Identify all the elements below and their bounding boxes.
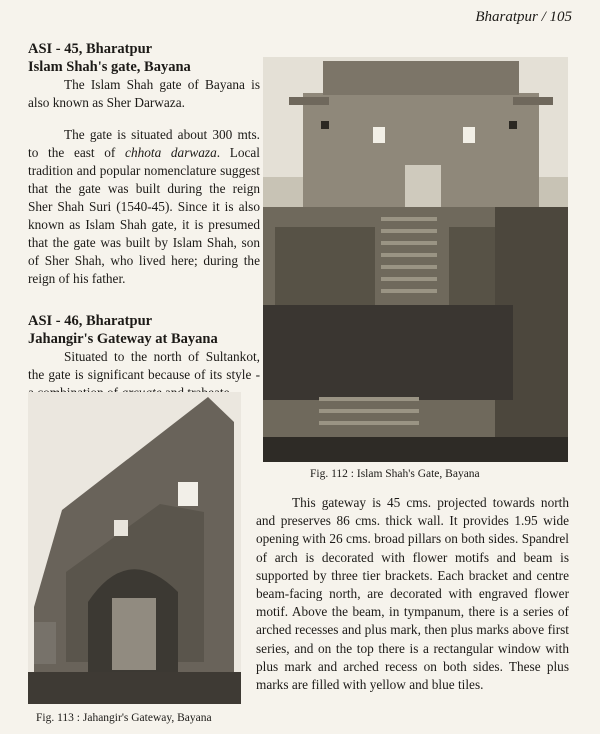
asi46-title-line1: ASI - 46, Bharatpur — [28, 313, 153, 329]
right-column — [256, 494, 569, 694]
asi45-para2-text-b: . Local tradition and popular nomenclature suggest that the gate was built during the reign Sher Shah Suri (1540-45). Since it is also known as Islam Shah gate, it is presumed that the gate was built by Islam Shah, son of Sher Shah, who lived here; during the reign of his father. — [28, 145, 261, 286]
asi45-paragraph-1: The Islam Shah gate of Bayana is also known as Sher Darwaza. — [28, 77, 260, 110]
section-title-asi45 — [28, 40, 260, 76]
left-column — [28, 40, 260, 402]
running-head: Bharatpur / 105 — [475, 9, 572, 25]
figure-113-photo — [28, 392, 241, 704]
asi45-title-line1: ASI - 45, Bharatpur — [28, 41, 153, 57]
asi45-title-line2: Islam Shah's gate, Bayana — [28, 59, 191, 75]
jahangir-gateway-illustration — [28, 392, 241, 704]
asi45-paragraph-2 — [28, 126, 260, 288]
figure-112-photo — [263, 57, 568, 462]
figure-113-caption: Fig. 113 : Jahangir's Gateway, Bayana — [36, 712, 212, 724]
asi46-paragraph-2: This gateway is 45 cms. projected towards north and preserves 86 cms. thick wall. It provides 1.95 wide opening with 26 cms. broad pillars on both sides. Spandrel of arch is decorated with flower motifs and beam is supported by three tier brackets. Each bracket and centre beam-facing north, are decorated with engraved flower motif. Above the beam, in tympanum, there is a series of arched recesses and plus mark, then plus marks above first series, and on the top there is a rectangular window with plus mark and arched recess on both sides. These plus marks are filled with yellow and blue tiles. — [256, 495, 569, 693]
islam-shah-gate-illustration — [263, 57, 568, 462]
asi45-para2-text-a: The gate is situated about 300 mts. to the east of — [28, 127, 260, 160]
figure-112-caption: Fig. 112 : Islam Shah's Gate, Bayana — [310, 468, 480, 480]
asi46-para1-text-a: Situated to the north of Sultankot, the gate is significant because of its style - — [28, 349, 260, 382]
asi45-para2-italic: chhota darwaza — [125, 145, 217, 160]
section-title-asi46 — [28, 312, 260, 348]
asi46-title-line2: Jahangir's Gateway at Bayana — [28, 331, 218, 347]
